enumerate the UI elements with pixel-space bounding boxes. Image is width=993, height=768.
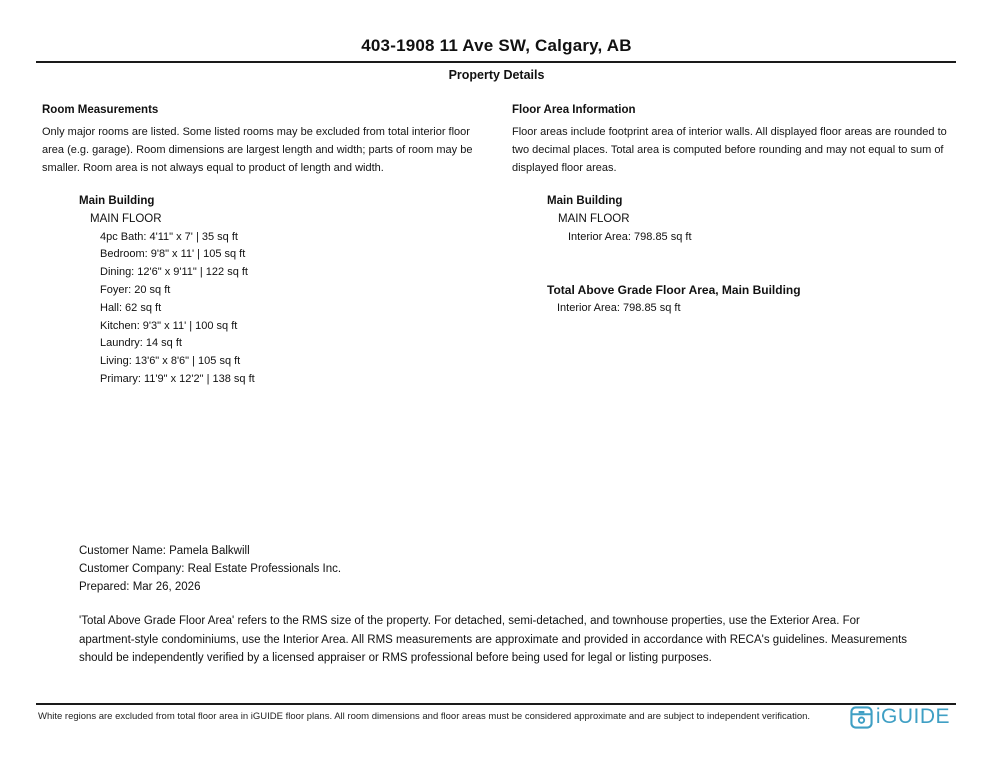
building-name: Main Building [79,195,155,207]
total-above-grade-heading: Total Above Grade Floor Area, Main Building [547,283,801,297]
total-above-grade-block [547,281,801,317]
iguide-logo-text: iGUIDE [875,705,950,728]
floor-area-information-section [512,104,964,177]
iguide-camera-icon [850,706,873,729]
customer-company-line: Customer Company: Real Estate Professionals Inc. [79,563,342,575]
room-measurements-heading: Room Measurements [42,104,159,116]
customer-info [79,542,341,596]
floor-name: MAIN FLOOR [558,212,630,225]
room-measurement-item: Laundry: 14 sq ft [100,337,182,350]
room-measurement-item: Kitchen: 9'3" x 11' | 100 sq ft [100,319,238,332]
floor-area-information-heading: Floor Area Information [512,104,636,116]
room-measurement-item: Foyer: 20 sq ft [100,283,171,296]
building-name: Main Building [547,195,623,207]
room-measurement-item: Living: 13'6" x 8'6" | 105 sq ft [100,355,241,368]
floor-area-list [547,193,692,246]
room-measurement-item: 4pc Bath: 4'11" x 7' | 35 sq ft [100,230,238,243]
prepared-date-line: Prepared: Mar 26, 2026 [79,581,201,593]
footer-note: White regions are excluded from total floor area in iGUIDE floor plans. All room dimensions and floor areas must be considered approximate and are subject to independent verification. [38,711,811,722]
floor-area-information-description: Floor areas include footprint area of interior walls. All displayed floor areas are rounded to two decimal places. Total area is computed before rounding and may not equal to sum of displayed floor areas. [512,126,947,174]
room-measurements-section [42,104,494,177]
customer-name-line: Customer Name: Pamela Balkwill [79,545,250,557]
floor-name: MAIN FLOOR [90,212,162,225]
room-measurement-item: Bedroom: 9'8" x 11' | 105 sq ft [100,248,246,261]
page-title: 403-1908 11 Ave SW, Calgary, AB [361,36,632,55]
room-measurements-description: Only major rooms are listed. Some listed rooms may be excluded from total interior floor area (e.g. garage). Room dimensions are largest length and width; parts of room may be smaller. Room area is not always equal to product of length and width. [42,126,473,174]
iguide-logo [850,705,950,729]
room-measurements-list [79,193,255,389]
total-interior-area-value: Interior Area: 798.85 sq ft [557,302,681,314]
room-measurement-item: Hall: 62 sq ft [100,301,162,314]
room-measurement-item: Primary: 11'9" x 12'2" | 138 sq ft [100,372,255,385]
rms-disclaimer: 'Total Above Grade Floor Area' refers to the RMS size of the property. For detached, semi-detached, and townhouse properties, use the Exterior Area. For apartment-style condominiums, use the Interior Area. All RMS measurements are approximate and provided in accordance with RECA's guidelines. Measurements should be independently verified by a licensed appraiser or RMS professional before being used for legal or listing purposes. [79,615,908,664]
header-divider [36,61,956,63]
footer-divider [36,703,956,705]
room-measurement-item: Dining: 12'6" x 9'11" | 122 sq ft [100,266,248,279]
page-subtitle: Property Details [448,68,545,82]
interior-area-value: Interior Area: 798.85 sq ft [568,230,692,243]
